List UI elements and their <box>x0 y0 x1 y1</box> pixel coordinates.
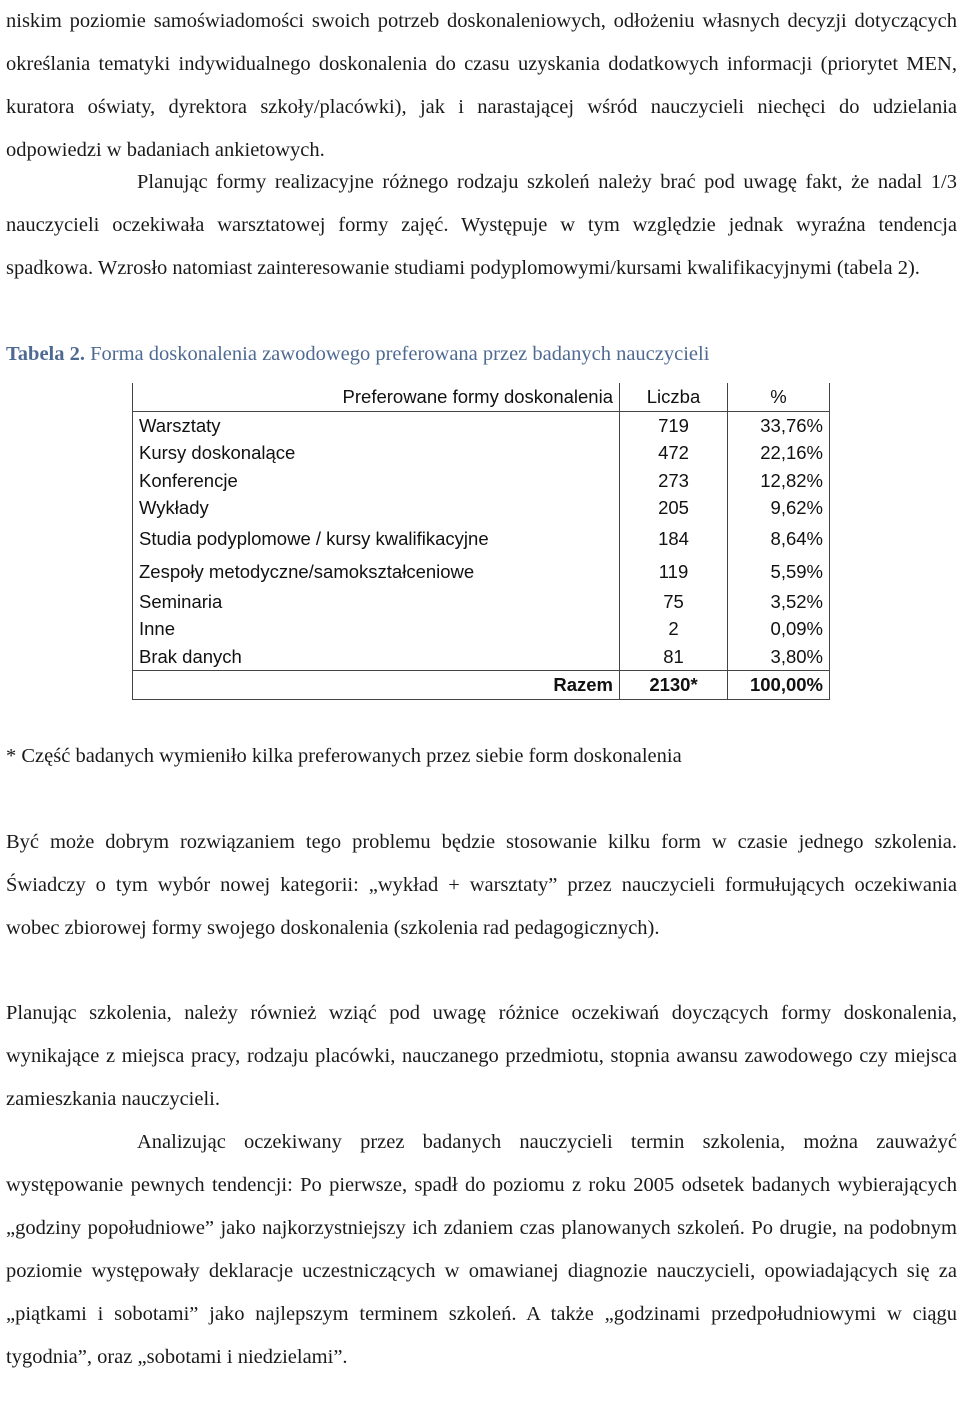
paragraph-training-time: Analizując oczekiwany przez badanych nauczycieli termin szkolenia, można zauważyć występowanie pewnych tendencji: Po pierwsze, spadł do poziomu z roku 2005 odsetek badanych wybierających „godziny popołudniowe” jako najkorzystniejszy ich zdaniem czas planowanych szkoleń. Po drugie, na podobnym poziomie występowały deklaracje uczestniczących w omawianej diagnozie nauczycieli, opowiadających się za „piątkami i sobotami” jako najlepszym terminem szkoleń. A także „godzinami przedpołudniowymi w ciągu tygodnia”, oraz „sobotami i niedzielami”. <box>6 1131 957 1368</box>
cell-count: 75 <box>620 588 728 616</box>
cell-percent: 3,52% <box>728 588 830 616</box>
cell-form: Wykłady <box>133 494 620 522</box>
paragraph-intro: niskim poziomie samoświadomości swoich potrzeb doskonaleniowych, odłożeniu własnych decyzji dotyczących określania tematyki indywidualnego doskonalenia do czasu uzyskania dodatkowych informacji (priorytet MEN, kuratora oświaty, dyrektora szkoły/placówki), jak i narastającej wśród nauczycieli niechęci do udzielania odpowiedzi w badaniach ankietowych. <box>6 10 957 161</box>
table-row <box>133 588 830 616</box>
total-label: Razem <box>133 671 620 700</box>
table-caption <box>6 337 957 371</box>
cell-count: 81 <box>620 643 728 671</box>
paragraph-combined-forms: Być może dobrym rozwiązaniem tego problemu będzie stosowanie kilku form w czasie jednego szkolenia. Świadczy o tym wybór nowej kategorii: „wykład + warsztaty” przez nauczycieli formułujących oczekiwania wobec zbiorowej formy swojego doskonalenia (szkolenia rad pedagogicznych). <box>6 831 957 939</box>
cell-percent: 8,64% <box>728 522 830 555</box>
cell-count: 719 <box>620 411 728 439</box>
cell-form: Zespoły metodyczne/samokształceniowe <box>133 555 620 588</box>
header-forms: Preferowane formy doskonalenia <box>133 383 620 411</box>
cell-form: Inne <box>133 615 620 643</box>
cell-form: Warsztaty <box>133 411 620 439</box>
preferred-forms-table <box>132 383 830 700</box>
header-count: Liczba <box>620 383 728 411</box>
table-row <box>133 439 830 467</box>
table-row <box>133 467 830 495</box>
table-row <box>133 643 830 671</box>
table-caption-text: Forma doskonalenia zawodowego preferowana przez badanych nauczycieli <box>90 343 710 365</box>
cell-count: 472 <box>620 439 728 467</box>
table-row <box>133 522 830 555</box>
table-header-row <box>133 383 830 411</box>
cell-form: Brak danych <box>133 643 620 671</box>
cell-percent: 12,82% <box>728 467 830 495</box>
table-total-row <box>133 671 830 700</box>
paragraph-planning-forms: Planując formy realizacyjne różnego rodzaju szkoleń należy brać pod uwagę fakt, że nadal 1/3 nauczycieli oczekiwała warsztatowej formy zajęć. Występuje w tym względzie jednak wyraźna tendencja spadkowa. Wzrosło natomiast zainteresowanie studiami podyplomowymi/kursami kwalifikacyjnymi (tabela 2). <box>6 171 957 279</box>
total-count: 2130* <box>620 671 728 700</box>
cell-form: Seminaria <box>133 588 620 616</box>
cell-count: 205 <box>620 494 728 522</box>
header-percent: % <box>728 383 830 411</box>
cell-form: Studia podyplomowe / kursy kwalifikacyjne <box>133 522 620 555</box>
cell-percent: 33,76% <box>728 411 830 439</box>
cell-percent: 9,62% <box>728 494 830 522</box>
total-percent: 100,00% <box>728 671 830 700</box>
table-caption-label: Tabela 2. <box>6 343 85 365</box>
cell-count: 184 <box>620 522 728 555</box>
table-row <box>133 494 830 522</box>
table-footnote: * Część badanych wymieniło kilka preferowanych przez siebie form doskonalenia <box>6 745 682 767</box>
table-row <box>133 615 830 643</box>
cell-count: 273 <box>620 467 728 495</box>
cell-percent: 3,80% <box>728 643 830 671</box>
cell-form: Konferencje <box>133 467 620 495</box>
cell-percent: 5,59% <box>728 555 830 588</box>
cell-percent: 0,09% <box>728 615 830 643</box>
table-row <box>133 555 830 588</box>
cell-percent: 22,16% <box>728 439 830 467</box>
cell-count: 2 <box>620 615 728 643</box>
table-row <box>133 411 830 439</box>
paragraph-differences: Planując szkolenia, należy również wziąć pod uwagę różnice oczekiwań doyczących formy doskonalenia, wynikające z miejsca pracy, rodzaju placówki, nauczanego przedmiotu, stopnia awansu zawodowego czy miejsca zamieszkania nauczycieli. <box>6 1002 957 1110</box>
cell-count: 119 <box>620 555 728 588</box>
cell-form: Kursy doskonalące <box>133 439 620 467</box>
